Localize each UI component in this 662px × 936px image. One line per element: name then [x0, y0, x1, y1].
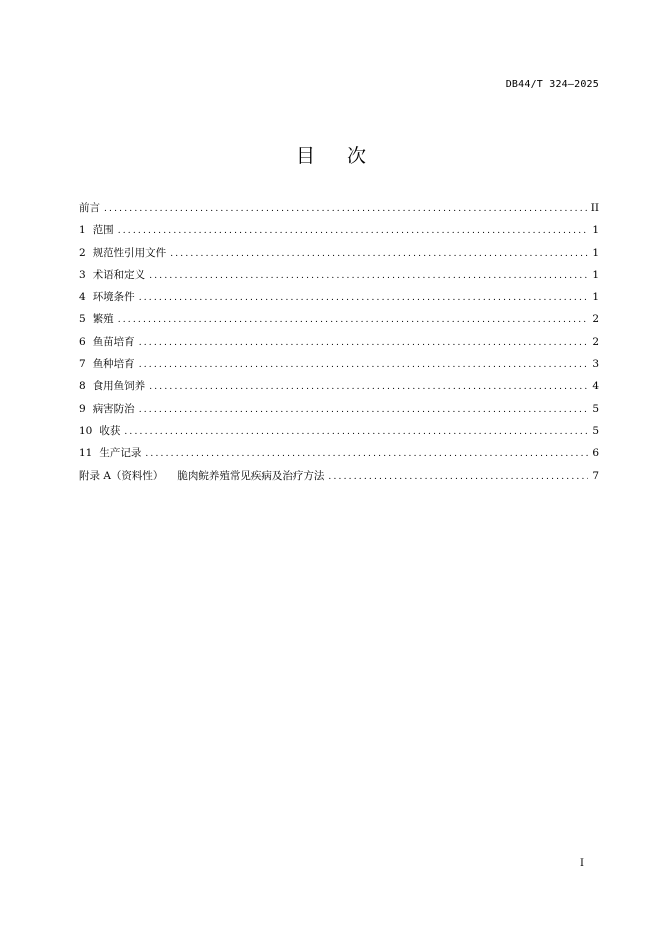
toc-entry-foreword[interactable]	[79, 200, 599, 222]
dot-leader	[145, 446, 588, 462]
toc-entry-5[interactable]	[79, 311, 599, 333]
toc-entry-page: 1	[592, 246, 599, 259]
dot-leader	[139, 290, 589, 306]
appendix-prefix: 附录 A（资料性）	[79, 469, 164, 482]
dot-leader	[139, 402, 589, 418]
dot-leader	[118, 223, 589, 239]
toc-entry-page: 1	[592, 268, 599, 281]
toc-entry-label: 前言	[79, 202, 100, 214]
toc-entry-9[interactable]	[79, 401, 599, 423]
dot-leader	[149, 379, 588, 395]
dot-leader	[124, 424, 588, 440]
toc-entry-number: 3	[79, 268, 86, 281]
toc-entry-8[interactable]	[79, 378, 599, 400]
toc-entry-label: 范围	[92, 224, 114, 237]
toc-entry-page: 1	[592, 291, 599, 304]
toc-entry-label: 规范性引用文件	[92, 246, 167, 259]
toc-entry-label: 生产记录	[99, 447, 142, 460]
toc-entry-number: 11	[79, 447, 93, 460]
document-code: DB44/T 324—2025	[505, 79, 599, 90]
dot-leader	[104, 201, 587, 217]
dot-leader	[328, 469, 588, 485]
toc-entry-page: 2	[592, 335, 599, 348]
toc-entry-6[interactable]	[79, 334, 599, 356]
dot-leader	[139, 357, 589, 373]
toc-entry-page: 2	[592, 313, 599, 326]
page-number: I	[580, 858, 584, 869]
toc-entry-page: 6	[592, 447, 599, 460]
toc-entry-appendix-a[interactable]	[79, 468, 599, 490]
toc-entry-number: 5	[79, 313, 86, 326]
table-of-contents	[79, 200, 599, 490]
toc-entry-2[interactable]	[79, 245, 599, 267]
toc-entry-4[interactable]	[79, 289, 599, 311]
appendix-title: 脆肉鲩养殖常见疾病及治疗方法	[177, 469, 325, 482]
toc-entry-page: 1	[592, 224, 599, 237]
toc-entry-page: 5	[592, 402, 599, 415]
toc-entry-page: II	[590, 202, 599, 214]
toc-entry-number: 2	[79, 246, 86, 259]
toc-entry-number: 4	[79, 291, 86, 304]
toc-entry-label: 术语和定义	[92, 268, 146, 281]
toc-entry-label: 繁殖	[92, 313, 114, 326]
toc-entry-page: 4	[592, 380, 599, 393]
toc-entry-label: 病害防治	[92, 402, 135, 415]
toc-entry-11[interactable]	[79, 445, 599, 467]
toc-entry-page: 7	[592, 469, 599, 482]
toc-entry-number: 6	[79, 335, 86, 348]
toc-entry-3[interactable]	[79, 267, 599, 289]
title-char-1: 目	[295, 145, 315, 167]
toc-entry-number: 7	[79, 358, 86, 371]
toc-entry-1[interactable]	[79, 222, 599, 244]
toc-entry-number: 10	[79, 424, 93, 437]
toc-entry-page: 5	[592, 424, 599, 437]
toc-entry-number: 1	[79, 224, 86, 237]
toc-entry-number: 9	[79, 402, 86, 415]
dot-leader	[149, 268, 588, 284]
dot-leader	[139, 335, 589, 351]
toc-entry-label: 环境条件	[92, 291, 135, 304]
toc-entry-label: 收获	[99, 424, 121, 437]
toc-entry-label	[79, 468, 324, 484]
dot-leader	[170, 246, 588, 262]
toc-entry-label: 鱼苗培育	[92, 335, 135, 348]
toc-entry-number: 8	[79, 380, 86, 393]
toc-entry-10[interactable]	[79, 423, 599, 445]
toc-entry-7[interactable]	[79, 356, 599, 378]
toc-entry-label: 鱼种培育	[92, 358, 135, 371]
page-title	[0, 141, 662, 168]
toc-entry-label: 食用鱼饲养	[92, 380, 146, 393]
title-char-2: 次	[347, 145, 367, 167]
toc-entry-page: 3	[592, 358, 599, 371]
dot-leader	[118, 312, 589, 328]
